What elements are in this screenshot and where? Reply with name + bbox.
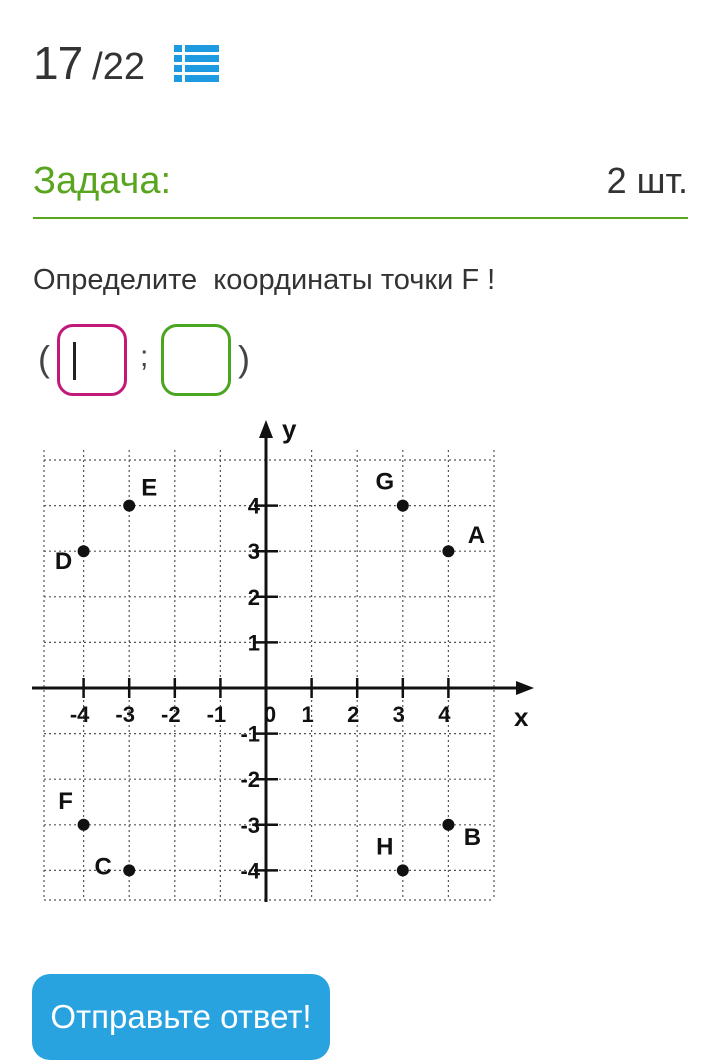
list-icon[interactable] bbox=[174, 44, 220, 84]
current-question-number: 17 bbox=[33, 37, 83, 89]
x-coordinate-input[interactable] bbox=[57, 324, 127, 396]
total-questions: /22 bbox=[92, 46, 145, 88]
point-c bbox=[123, 864, 135, 876]
question-counter bbox=[33, 36, 145, 90]
task-points: 2 шт. bbox=[606, 160, 688, 201]
y-axis-arrow bbox=[259, 420, 273, 438]
point-g bbox=[397, 500, 409, 512]
point-label: E bbox=[141, 474, 158, 502]
divider bbox=[33, 217, 688, 219]
x-tick-label: 2 bbox=[347, 702, 360, 727]
x-axis-arrow bbox=[516, 681, 534, 695]
y-tick-label: 4 bbox=[247, 493, 260, 519]
x-tick-label: 0 bbox=[263, 702, 277, 727]
y-coordinate-input[interactable] bbox=[161, 324, 231, 396]
x-tick-label: 1 bbox=[301, 702, 314, 727]
coordinate-plane bbox=[28, 410, 548, 910]
x-tick-label: 3 bbox=[392, 702, 405, 727]
y-tick-label: -4 bbox=[240, 858, 260, 884]
point-label: H bbox=[376, 833, 394, 861]
y-tick-label: 1 bbox=[247, 630, 260, 656]
point-label: A bbox=[467, 522, 486, 550]
y-tick-label: -1 bbox=[240, 721, 260, 747]
submit-button[interactable]: Отправьте ответ! bbox=[32, 974, 330, 1060]
x-tick-label: -2 bbox=[161, 702, 181, 727]
point-label: B bbox=[463, 823, 482, 851]
point-h bbox=[397, 864, 409, 876]
y-tick-label: -2 bbox=[240, 767, 260, 793]
open-paren: ( bbox=[38, 338, 50, 379]
point-label: F bbox=[58, 787, 73, 815]
x-tick-label: -1 bbox=[206, 702, 227, 727]
task-label: Задача: bbox=[33, 160, 172, 202]
point-f bbox=[78, 819, 90, 831]
point-b bbox=[442, 819, 454, 831]
y-tick-label: 3 bbox=[247, 539, 260, 565]
separator: ; bbox=[140, 340, 149, 373]
text-cursor bbox=[73, 342, 76, 380]
task-header bbox=[33, 160, 688, 203]
x-tick-label: -3 bbox=[115, 702, 135, 727]
y-tick-label: 2 bbox=[247, 584, 260, 610]
point-label: D bbox=[54, 548, 73, 576]
x-tick-label: -4 bbox=[69, 702, 90, 727]
x-tick-label: 4 bbox=[438, 702, 451, 727]
point-label: G bbox=[375, 468, 395, 496]
x-axis-label: x bbox=[514, 702, 529, 732]
question-text: Определите координаты точки F ! bbox=[33, 264, 496, 296]
point-e bbox=[123, 500, 135, 512]
point-a bbox=[442, 545, 454, 557]
close-paren: ) bbox=[238, 338, 250, 379]
y-axis-label: y bbox=[282, 414, 297, 444]
y-tick-label: -3 bbox=[240, 812, 260, 838]
point-d bbox=[78, 545, 90, 557]
point-label: C bbox=[94, 853, 112, 881]
